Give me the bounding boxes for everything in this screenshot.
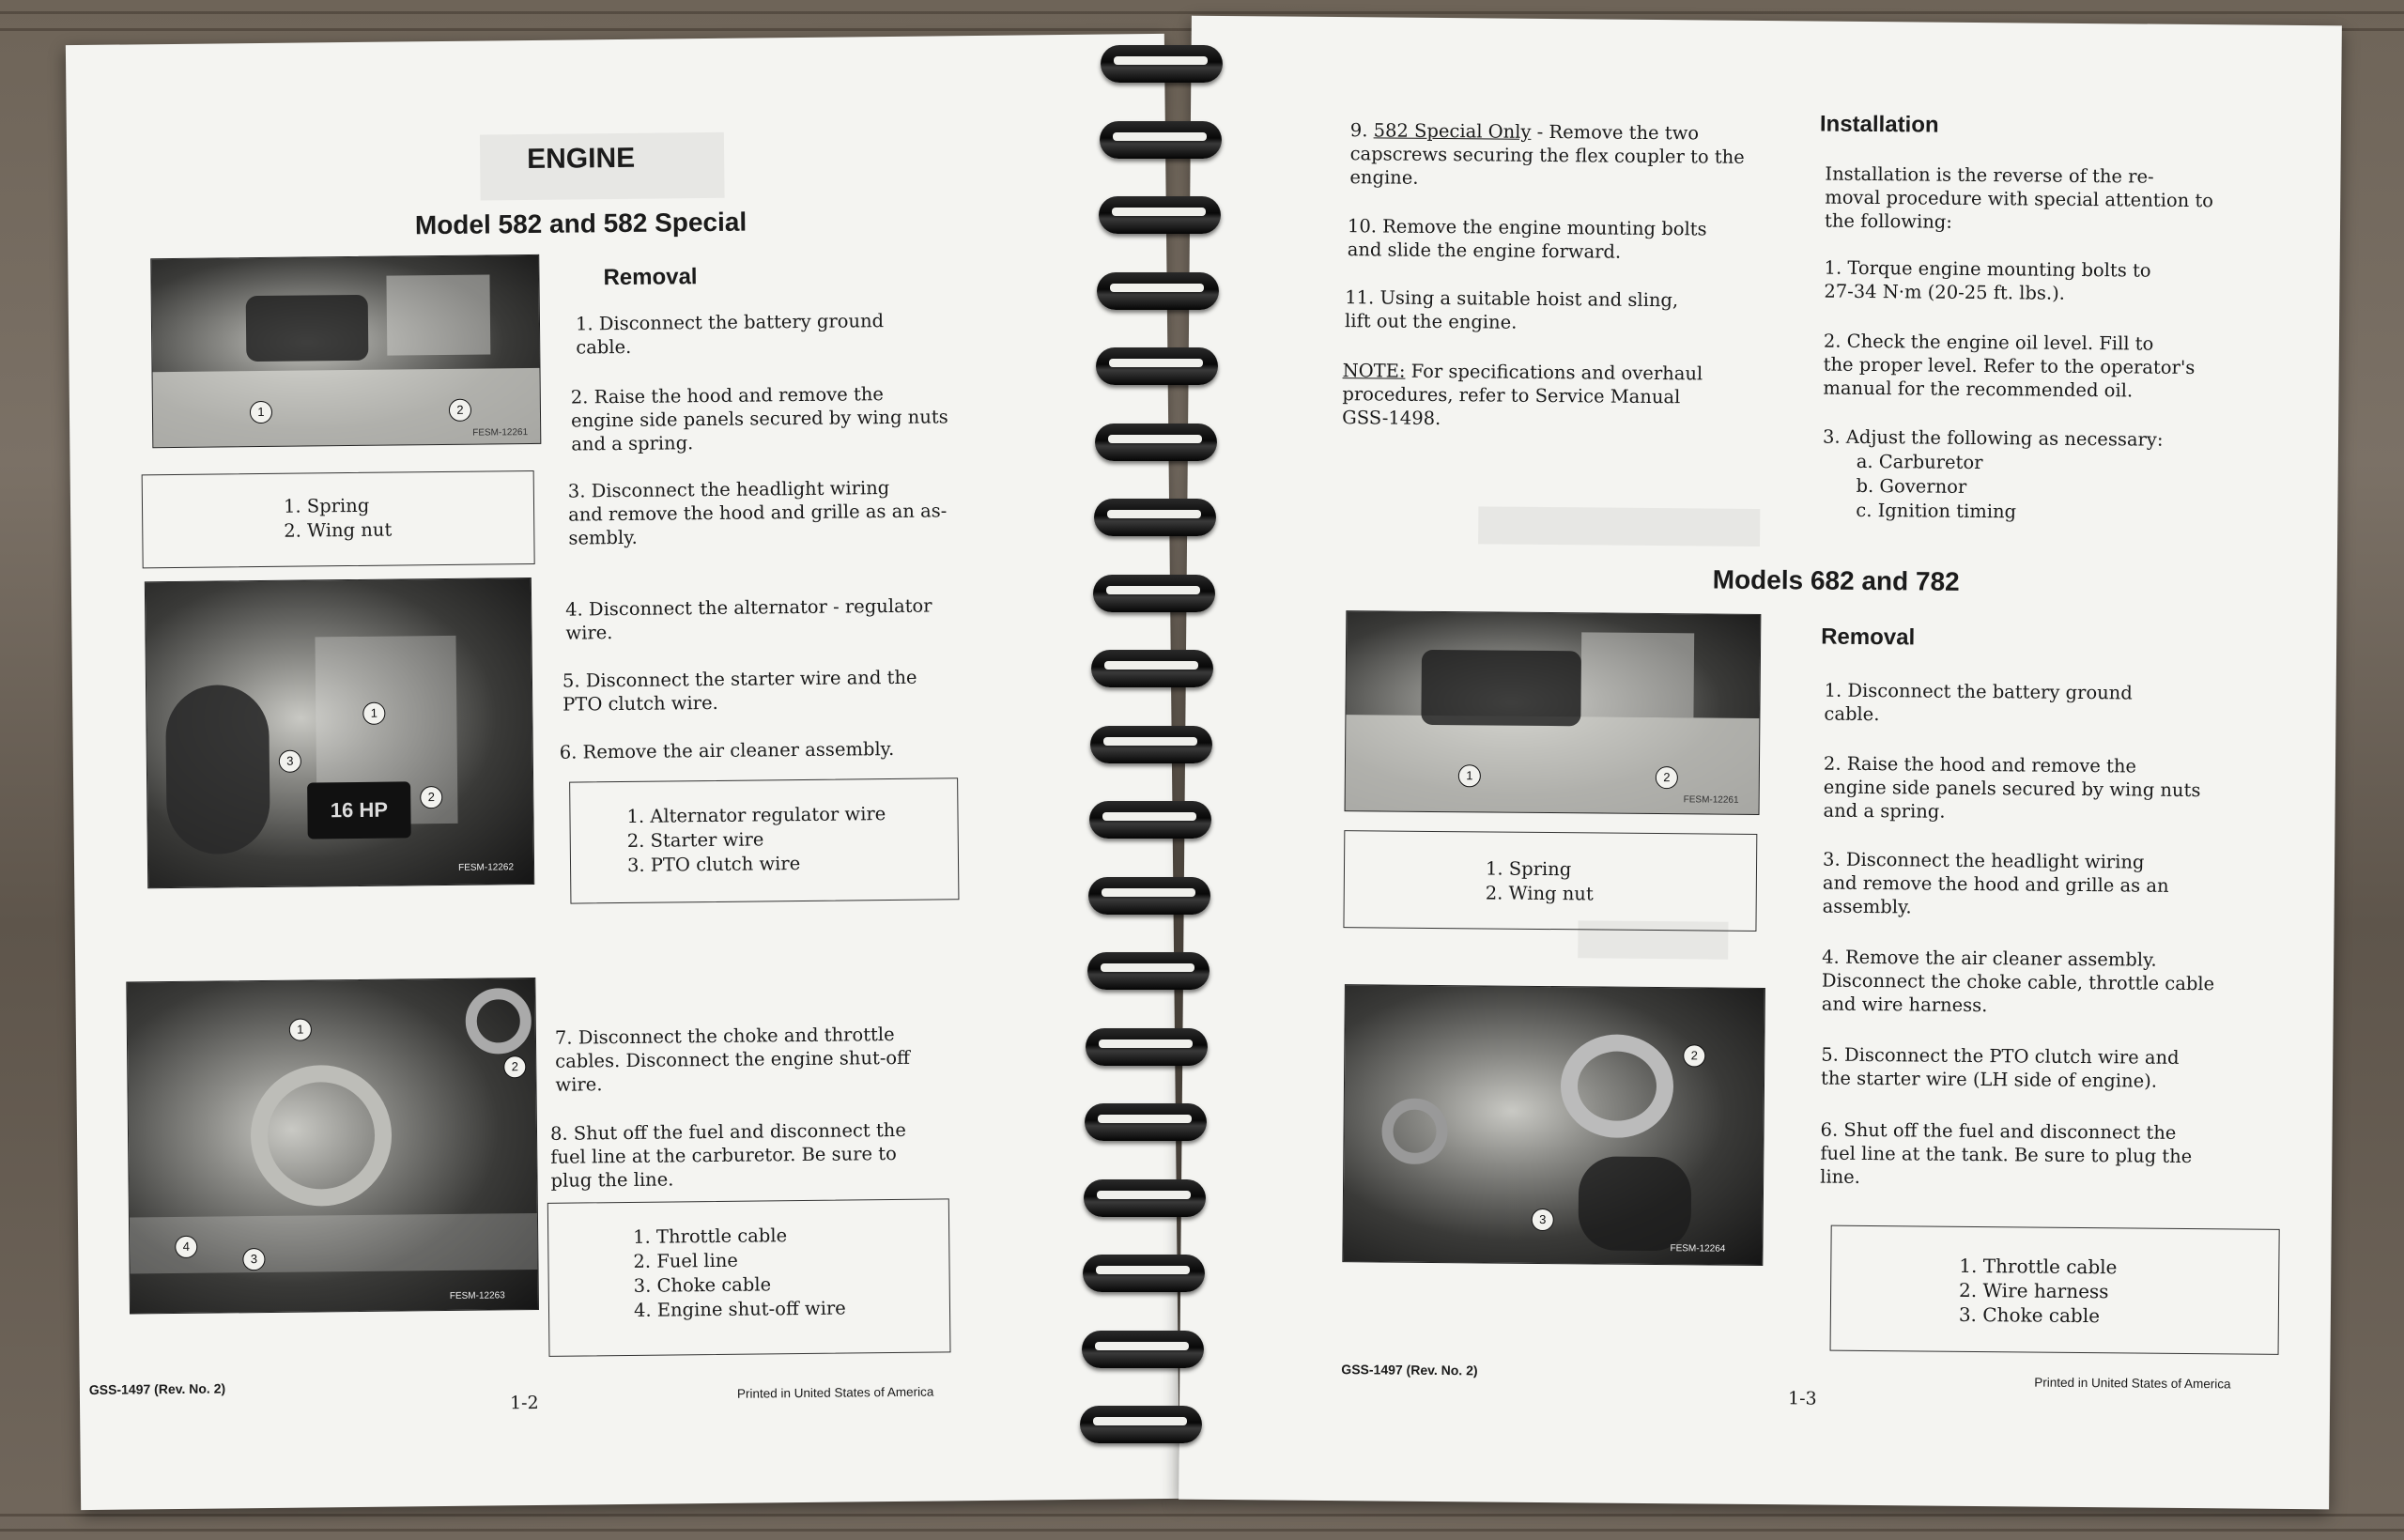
wood-grain — [0, 1514, 2404, 1517]
figure-legend — [547, 1198, 951, 1356]
binding-coil — [1080, 1406, 1202, 1443]
note-text: NOTE: For specifications and overhaul procedures, refer to Service Manual GSS-1498. — [1342, 360, 1703, 430]
engine-badge: 16 HP — [307, 781, 411, 839]
adjust-item: a. Carburetor — [1856, 450, 1983, 474]
models-title: Models 682 and 782 — [1712, 564, 1960, 596]
manual-page-left — [66, 34, 1179, 1510]
binding-coil — [1094, 499, 1216, 536]
step-text: 3. Disconnect the headlight wiring and remove the hood and grille as an assembly. — [1822, 848, 2169, 918]
legend-item: 4. Engine shut-off wire — [633, 1297, 846, 1321]
section-title: ENGINE — [526, 142, 636, 176]
legend-item: 1. Throttle cable — [1959, 1254, 2118, 1279]
installation-step: 1. Torque engine mounting bolts to 27-34 N·m (20-25 ft. lbs.). — [1824, 256, 2151, 304]
legend-item: 2. Fuel line — [633, 1249, 739, 1272]
step-text: 7. Disconnect the choke and throttle cables. Disconnect the engine shut-off wire. — [554, 1023, 911, 1096]
binding-coil — [1095, 424, 1217, 461]
legend-item: 3. Choke cable — [1958, 1302, 2101, 1328]
step-text: 10. Remove the engine mounting bolts and slide the engine forward. — [1347, 215, 1707, 263]
step-text: 2. Raise the hood and remove the engine side panels secured by wing nuts and a spring. — [1823, 752, 2201, 823]
model-title: Model 582 and 582 Special — [414, 207, 747, 240]
binding-coil — [1085, 1103, 1207, 1141]
binding-coil — [1101, 45, 1223, 83]
legend-item: 1. Spring — [283, 494, 370, 517]
step-text: 6. Remove the air cleaner assembly. — [559, 737, 895, 763]
legend-item: 2. Wire harness — [1959, 1278, 2109, 1303]
binding-coil — [1090, 726, 1212, 763]
step-text: 1. Disconnect the battery ground cable. — [1824, 679, 2133, 726]
step-text: 4. Remove the air cleaner assembly. Disconnect the choke cable, throttle cable and wire harness. — [1821, 946, 2215, 1017]
footer-printed: Printed in United States of America — [736, 1384, 934, 1401]
legend-item: 2. Wing nut — [1485, 882, 1594, 905]
engine-compartment-photo: 1 2 FESM-12261 — [150, 254, 541, 448]
legend-item: 1. Throttle cable — [633, 1224, 788, 1248]
legend-item: 2. Starter wire — [626, 828, 764, 852]
legend-item: 3. PTO clutch wire — [626, 853, 801, 876]
step-text: 5. Disconnect the PTO clutch wire and the starter wire (LH side of engine). — [1820, 1043, 2180, 1092]
footer-doc-number: GSS-1497 (Rev. No. 2) — [1341, 1362, 1478, 1378]
binding-coil — [1099, 196, 1221, 234]
legend-item: 1. Spring — [1485, 857, 1572, 881]
installation-intro: Installation is the reverse of the re- moval procedure with special attention to the following: — [1824, 162, 2214, 233]
binding-coil — [1087, 952, 1210, 990]
step-text: 4. Disconnect the alternator - regulator wire. — [565, 594, 932, 644]
footer-printed: Printed in United States of America — [2034, 1375, 2231, 1392]
footer-doc-number: GSS-1497 (Rev. No. 2) — [88, 1380, 226, 1397]
binding-coil — [1089, 801, 1211, 839]
binding-coil — [1097, 272, 1219, 310]
underlined-text: 582 Special Only — [1373, 119, 1532, 143]
adjust-item: b. Governor — [1856, 474, 1967, 498]
binding-coil — [1100, 121, 1222, 159]
wood-grain — [0, 1529, 2404, 1532]
figure-legend — [569, 778, 959, 903]
engine-compartment-photo: 1 2 FESM-12261 — [1345, 610, 1762, 815]
binding-coil — [1091, 650, 1213, 687]
spiral-binding — [1101, 45, 1232, 1491]
binding-coil — [1088, 877, 1210, 915]
step-text: 1. Disconnect the battery ground cable. — [575, 310, 885, 359]
figure-legend — [1830, 1225, 2280, 1355]
page-number: 1-3 — [1787, 1388, 1817, 1409]
binding-coil — [1093, 575, 1215, 612]
step-text: 9. 582 Special Only - Remove the two capscrews securing the flex coupler to the engine. — [1349, 119, 1745, 189]
bleed-through — [1478, 506, 1760, 547]
binding-coil — [1096, 347, 1218, 385]
installation-step: 3. Adjust the following as necessary: — [1822, 425, 2164, 451]
binding-coil — [1084, 1179, 1206, 1217]
step-text: 3. Disconnect the headlight wiring and remove the hood and grille as an as- sembly. — [567, 477, 948, 549]
legend-item: 1. Alternator regulator wire — [626, 803, 886, 827]
legend-item: 3. Choke cable — [633, 1273, 772, 1297]
step-text: 11. Using a suitable hoist and sling, lift out the engine. — [1344, 286, 1679, 333]
step-text: 6. Shut off the fuel and disconnect the fuel line at the tank. Be sure to plug the line. — [1820, 1118, 2193, 1188]
binding-coil — [1082, 1331, 1204, 1368]
step-text: 5. Disconnect the starter wire and the PTO clutch wire. — [562, 666, 917, 716]
adjust-item: c. Ignition timing — [1856, 499, 2017, 523]
step-text: 8. Shut off the fuel and disconnect the fuel line at the carburetor. Be sure to plug the line. — [549, 1118, 906, 1192]
wood-grain — [0, 11, 2404, 14]
carburetor-photo: 1 2 3 4 FESM-12263 — [126, 978, 539, 1315]
legend-item: 2. Wing nut — [284, 518, 393, 542]
engine-wiring-photo: 2 3 FESM-12264 — [1342, 984, 1765, 1266]
step-text: 2. Raise the hood and remove the engine side panels secured by wing nuts and a spring. — [570, 383, 948, 455]
manual-page-right — [1179, 16, 2342, 1510]
figure-legend — [142, 470, 535, 568]
binding-coil — [1083, 1255, 1205, 1292]
figure-legend — [1343, 830, 1757, 932]
installation-heading: Installation — [1819, 111, 1939, 138]
removal-heading: Removal — [1821, 624, 1916, 651]
removal-heading: Removal — [603, 264, 698, 291]
installation-step: 2. Check the engine oil level. Fill to the proper level. Refer to the operator's manual for the recommended oil. — [1823, 330, 2196, 402]
binding-coil — [1086, 1028, 1208, 1066]
engine-photo-16hp: 16 HP 1 2 3 FESM-12262 — [145, 578, 534, 888]
page-number: 1-2 — [509, 1392, 539, 1414]
note-label: NOTE: — [1342, 360, 1406, 382]
